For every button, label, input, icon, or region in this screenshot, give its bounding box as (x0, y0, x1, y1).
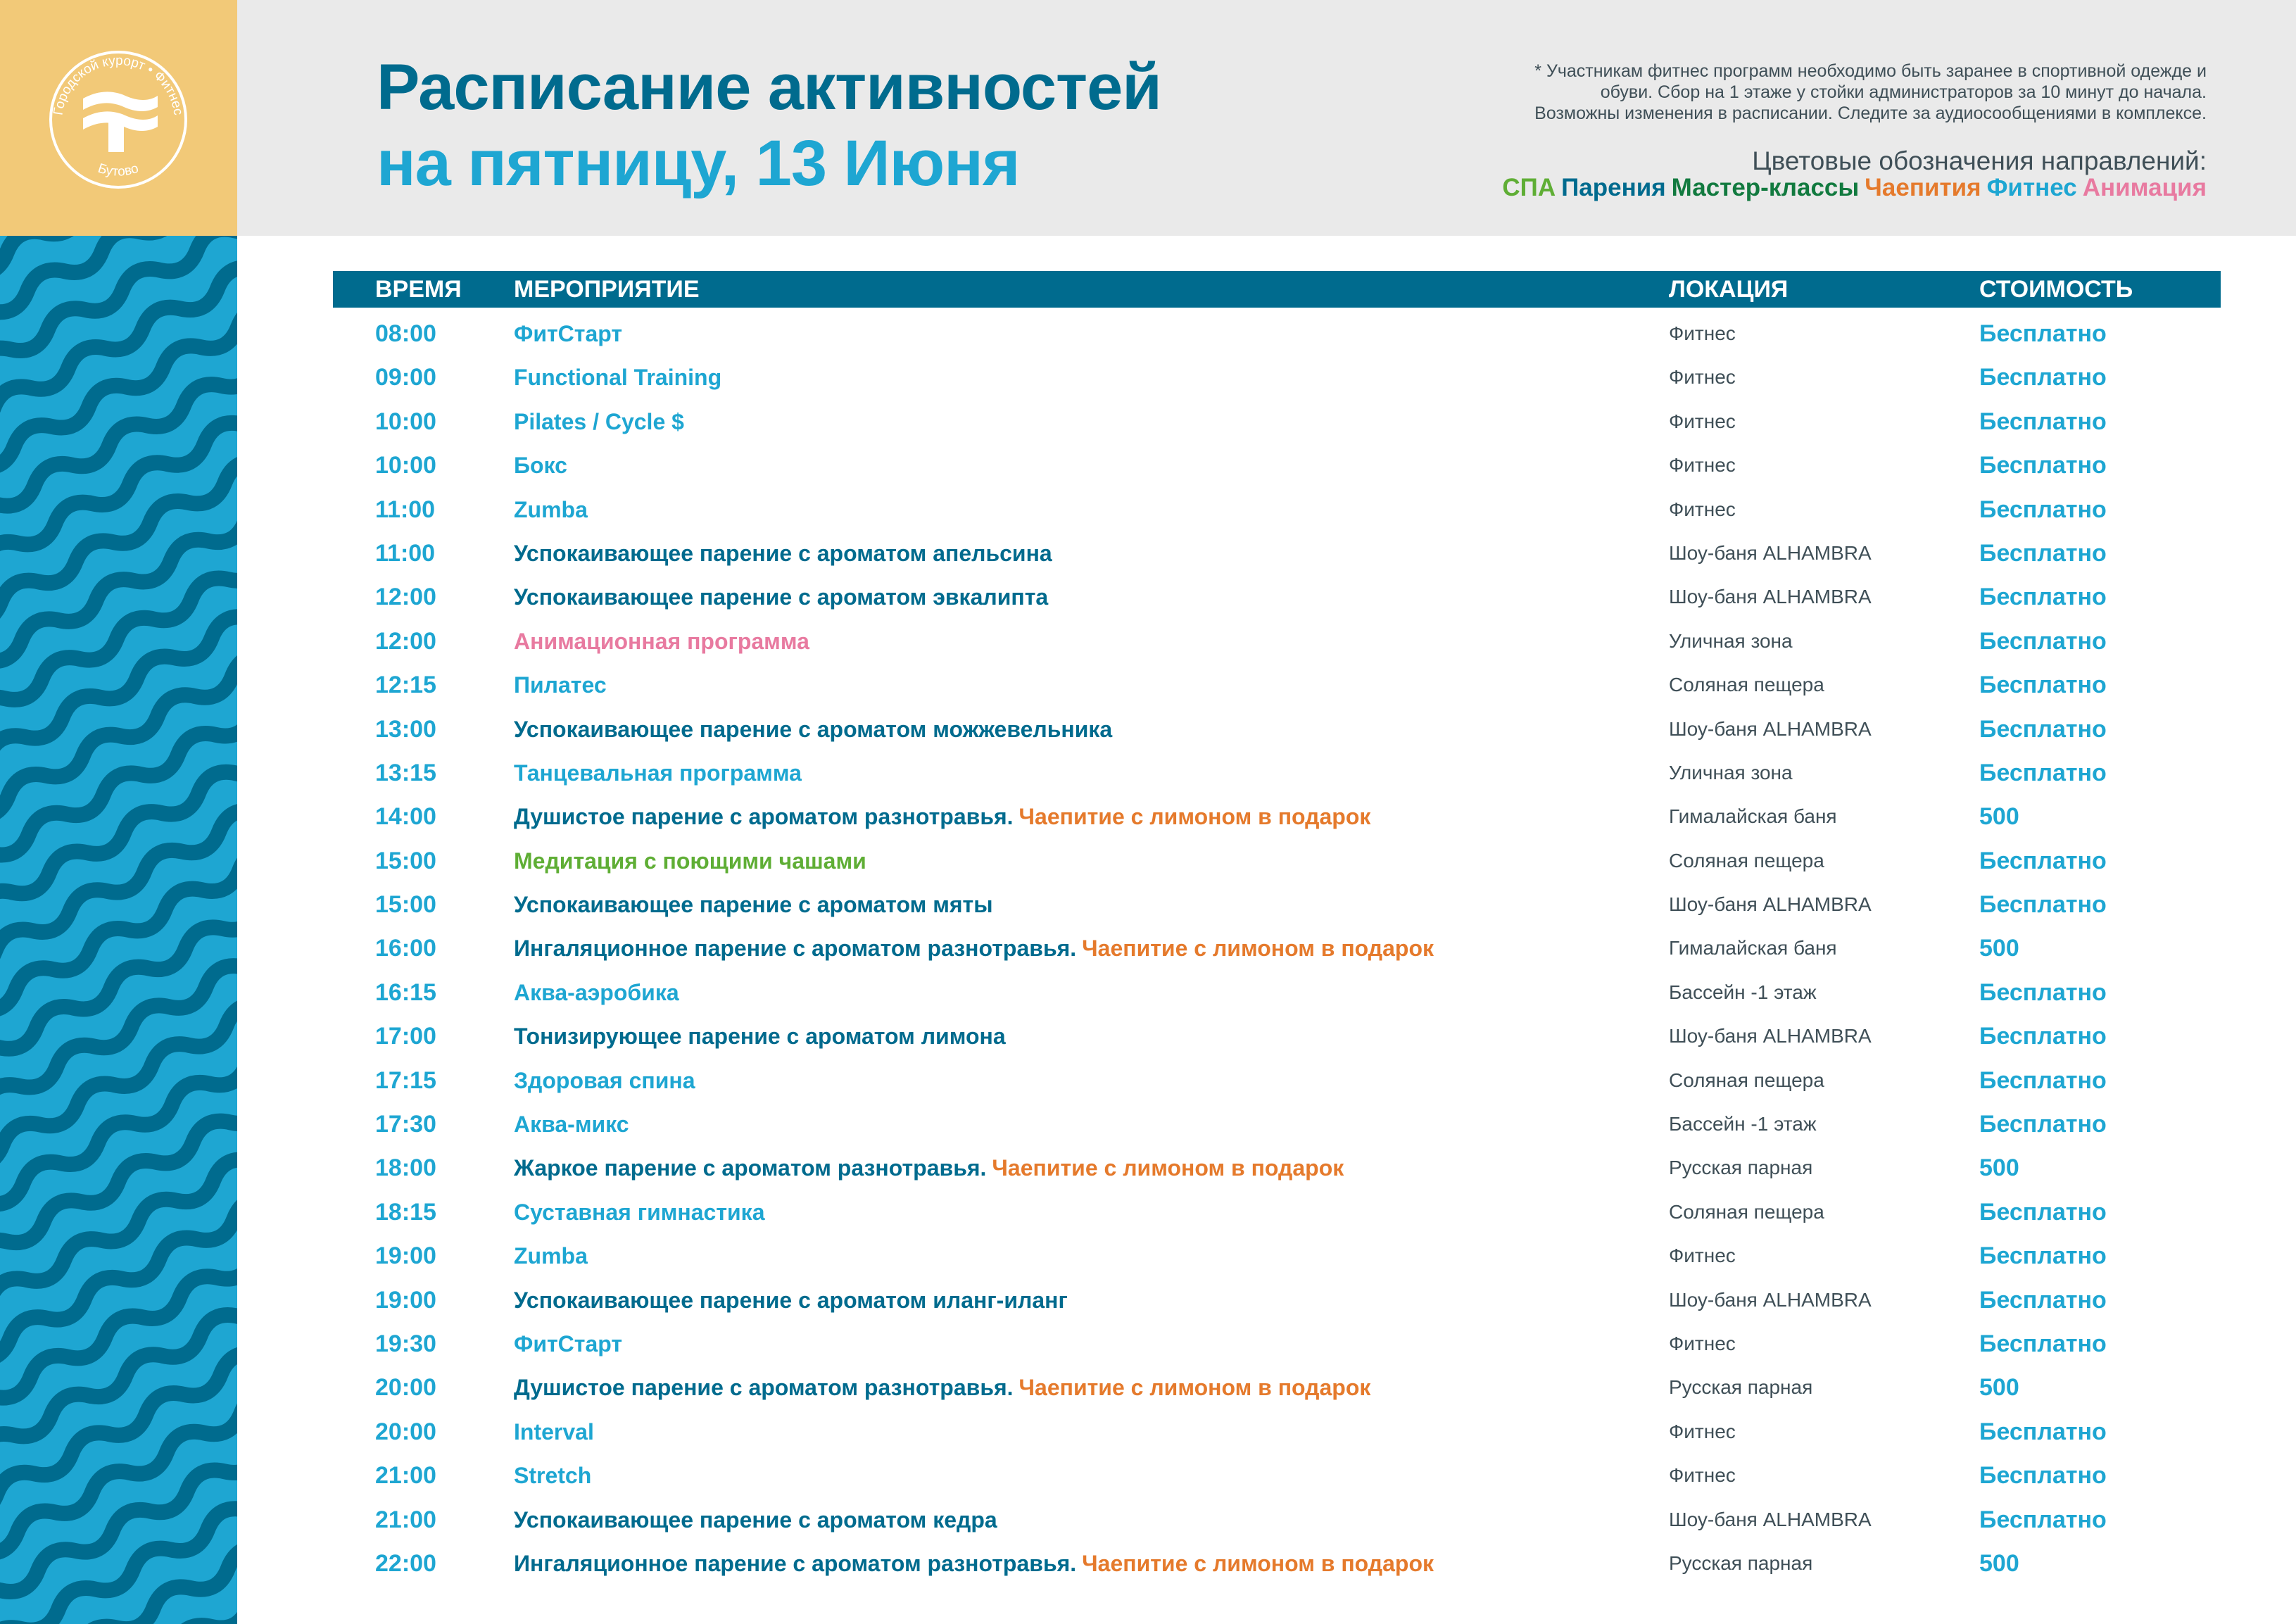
schedule-table-header (333, 271, 2221, 308)
table-row (0, 400, 2296, 443)
event-time: 13:15 (375, 759, 436, 786)
event-name: Суставная гимнастика (514, 1199, 765, 1225)
event-time: 09:00 (375, 364, 436, 391)
event-location: Гималайская баня (1669, 805, 1837, 828)
event-location: Шоу-баня ALHAMBRA (1669, 1288, 1872, 1311)
event-time: 08:00 (375, 320, 436, 347)
event-name: Успокаивающее парение с ароматом эвкалипта (514, 584, 1049, 610)
event-cell (514, 531, 1052, 575)
event-time: 19:00 (375, 1242, 436, 1270)
table-row (0, 1102, 2296, 1146)
legend-item: Чаепития (1865, 174, 1981, 201)
event-time: 21:00 (375, 1506, 436, 1533)
event-price: Бесплатно (1979, 891, 2107, 919)
event-price: Бесплатно (1979, 1286, 2107, 1314)
event-cell (514, 839, 866, 883)
column-header-location: ЛОКАЦИЯ (1669, 276, 1789, 303)
event-price: Бесплатно (1979, 452, 2107, 479)
event-time: 15:00 (375, 891, 436, 919)
table-row (0, 926, 2296, 970)
event-cell (514, 575, 1048, 619)
event-price: Бесплатно (1979, 672, 2107, 699)
event-price: Бесплатно (1979, 539, 2107, 567)
event-time: 17:30 (375, 1111, 436, 1138)
event-cell (514, 355, 721, 399)
table-row (0, 1014, 2296, 1058)
event-cell (514, 663, 607, 707)
tea-gift-note: Чаепитие с лимоном в подарок (992, 1155, 1344, 1181)
event-time: 20:00 (375, 1418, 436, 1445)
notice-line: Возможны изменения в расписании. Следите за аудиосообщениями в комплексе. (1534, 103, 2207, 123)
event-location: Шоу-баня ALHAMBRA (1669, 586, 1872, 608)
event-location: Шоу-баня ALHAMBRA (1669, 1025, 1872, 1047)
table-row (0, 1278, 2296, 1322)
event-time: 18:00 (375, 1154, 436, 1182)
event-price: 500 (1979, 1154, 2019, 1182)
event-name: ФитСтарт (514, 321, 623, 346)
title-line-1: Расписание активностей (377, 51, 1161, 123)
event-location: Гималайская баня (1669, 937, 1837, 959)
event-location: Уличная зона (1669, 629, 1793, 652)
event-cell (514, 1190, 764, 1234)
event-location: Бассейн -1 этаж (1669, 981, 1817, 1003)
color-legend (1496, 172, 2207, 203)
logo-ring-text-bottom: Бутово (96, 160, 141, 180)
event-location: Фитнес (1669, 366, 1736, 389)
table-row (0, 1322, 2296, 1366)
table-row (0, 1146, 2296, 1190)
event-name: Успокаивающее парение с ароматом кедра (514, 1506, 997, 1532)
event-price: Бесплатно (1979, 1242, 2107, 1270)
event-time: 19:00 (375, 1286, 436, 1314)
notice-line: * Участникам фитнес программ необходимо быть заранее в спортивной одежде и (1534, 61, 2207, 81)
event-time: 12:00 (375, 584, 436, 611)
event-price: Бесплатно (1979, 627, 2107, 655)
event-price: Бесплатно (1979, 1506, 2107, 1533)
event-price: Бесплатно (1979, 847, 2107, 874)
event-name: Ингаляционное парение с ароматом разнотравья. (514, 1550, 1077, 1576)
column-header-price: СТОИМОСТЬ (1979, 276, 2133, 303)
event-location: Шоу-баня ALHAMBRA (1669, 1508, 1872, 1530)
event-location: Фитнес (1669, 1332, 1736, 1354)
svg-text:Бутово (96, 161, 141, 180)
event-time: 16:00 (375, 935, 436, 962)
event-name: Stretch (514, 1463, 592, 1489)
event-name: Бокс (514, 453, 567, 479)
event-cell (514, 1498, 997, 1542)
legend-item: Анимация (2082, 174, 2207, 201)
event-location: Фитнес (1669, 1245, 1736, 1267)
event-price: Бесплатно (1979, 759, 2107, 786)
table-row (0, 1410, 2296, 1454)
event-price: Бесплатно (1979, 715, 2107, 743)
table-row (0, 663, 2296, 707)
event-cell (514, 1454, 591, 1497)
event-price: Бесплатно (1979, 320, 2107, 347)
event-cell (514, 1322, 622, 1366)
column-header-event: МЕРОПРИЯТИЕ (514, 276, 700, 303)
table-row (0, 883, 2296, 926)
event-time: 10:00 (375, 408, 436, 435)
participants-notice (1292, 61, 2207, 124)
table-row (0, 355, 2296, 399)
event-location: Фитнес (1669, 1420, 1736, 1442)
event-name: Тонизирующее парение с ароматом лимона (514, 1024, 1006, 1050)
event-name: Pilates / Cycle $ (514, 408, 684, 434)
event-location: Фитнес (1669, 1464, 1736, 1487)
event-price: 500 (1979, 1549, 2019, 1577)
table-row (0, 751, 2296, 795)
table-row (0, 531, 2296, 575)
event-cell (514, 751, 802, 795)
event-name: Zumba (514, 496, 588, 522)
page-title (377, 49, 1161, 201)
event-location: Русская парная (1669, 1157, 1813, 1179)
table-row (0, 1454, 2296, 1497)
schedule-table-body (0, 312, 2296, 1585)
event-time: 19:30 (375, 1330, 436, 1357)
event-cell (514, 971, 679, 1014)
table-row (0, 1234, 2296, 1278)
title-line-2: на пятницу, 13 Июня (377, 127, 1020, 199)
event-location: Шоу-баня ALHAMBRA (1669, 893, 1872, 916)
table-row (0, 1542, 2296, 1585)
event-time: 11:00 (375, 539, 436, 567)
table-row (0, 839, 2296, 883)
event-name: Пилатес (514, 672, 607, 698)
event-name: Анимационная программа (514, 628, 809, 654)
tea-gift-note: Чаепитие с лимоном в подарок (1082, 1550, 1434, 1576)
table-row (0, 795, 2296, 838)
event-price: Бесплатно (1979, 1330, 2107, 1357)
event-price: Бесплатно (1979, 496, 2107, 523)
event-price: Бесплатно (1979, 584, 2107, 611)
event-time: 20:00 (375, 1374, 436, 1402)
event-time: 12:15 (375, 672, 436, 699)
event-cell (514, 1102, 629, 1146)
event-name: Аква-аэробика (514, 979, 679, 1005)
event-time: 18:15 (375, 1198, 436, 1226)
event-name: Interval (514, 1418, 594, 1444)
event-cell (514, 1366, 1370, 1409)
event-location: Фитнес (1669, 454, 1736, 477)
event-cell (514, 1059, 695, 1102)
logo-ring-text-top: Городской курорт • Фитнес (51, 53, 186, 117)
event-cell (514, 795, 1370, 838)
table-row (0, 1059, 2296, 1102)
event-price: Бесплатно (1979, 364, 2107, 391)
legend-title: Цветовые обозначения направлений: (1752, 146, 2207, 175)
event-cell (514, 400, 684, 443)
event-cell (514, 1146, 1344, 1190)
event-cell (514, 1278, 1068, 1322)
event-cell (514, 883, 993, 926)
table-row (0, 971, 2296, 1014)
event-cell (514, 926, 1434, 970)
event-location: Русская парная (1669, 1551, 1813, 1574)
event-name: Успокаивающее парение с ароматом иланг-иланг (514, 1287, 1068, 1313)
event-time: 17:00 (375, 1023, 436, 1050)
event-time: 17:15 (375, 1066, 436, 1094)
event-time: 13:00 (375, 715, 436, 743)
event-cell (514, 312, 622, 355)
event-time: 14:00 (375, 803, 436, 831)
event-location: Соляная пещера (1669, 674, 1824, 696)
event-location: Русская парная (1669, 1376, 1813, 1399)
svg-text:Городской курорт • Фитнес (51, 53, 185, 116)
event-cell (514, 619, 809, 663)
event-name: Успокаивающее парение с ароматом мяты (514, 892, 993, 918)
event-name: Здоровая спина (514, 1067, 695, 1093)
event-time: 11:00 (375, 496, 436, 523)
event-location: Соляная пещера (1669, 849, 1824, 871)
event-time: 21:00 (375, 1462, 436, 1490)
event-time: 22:00 (375, 1549, 436, 1577)
table-row (0, 488, 2296, 531)
event-price: Бесплатно (1979, 1198, 2107, 1226)
tea-gift-note: Чаепитие с лимоном в подарок (1018, 1375, 1371, 1401)
event-location: Шоу-баня ALHAMBRA (1669, 541, 1872, 564)
event-cell (514, 707, 1112, 751)
event-price: 500 (1979, 935, 2019, 962)
tea-gift-note: Чаепитие с лимоном в подарок (1082, 936, 1434, 962)
event-name: ФитСтарт (514, 1330, 623, 1357)
event-name: Аква-микс (514, 1112, 629, 1138)
event-price: 500 (1979, 803, 2019, 831)
table-row (0, 619, 2296, 663)
tea-gift-note: Чаепитие с лимоном в подарок (1018, 804, 1371, 830)
table-row (0, 575, 2296, 619)
event-location: Фитнес (1669, 322, 1736, 344)
event-name: Functional Training (514, 365, 722, 391)
event-location: Соляная пещера (1669, 1200, 1824, 1223)
event-time: 16:15 (375, 978, 436, 1006)
legend-item: Парения (1561, 174, 1666, 201)
event-name: Душистое парение с ароматом разнотравья. (514, 804, 1014, 830)
event-price: 500 (1979, 1374, 2019, 1402)
event-time: 15:00 (375, 847, 436, 874)
event-name: Успокаивающее парение с ароматом апельсина (514, 540, 1052, 566)
event-price: Бесплатно (1979, 1418, 2107, 1445)
resort-logo-icon (0, 0, 237, 236)
event-cell (514, 488, 588, 531)
event-cell (514, 1234, 588, 1278)
event-price: Бесплатно (1979, 978, 2107, 1006)
table-row (0, 1498, 2296, 1542)
table-row (0, 707, 2296, 751)
event-location: Шоу-баня ALHAMBRA (1669, 717, 1872, 740)
legend-item: Мастер-классы (1671, 174, 1860, 201)
event-location: Фитнес (1669, 498, 1736, 520)
event-name: Танцевальная программа (514, 760, 802, 786)
notice-line: обуви. Сбор на 1 этаже у стойки администраторов за 10 минут до начала. (1600, 82, 2207, 102)
event-time: 10:00 (375, 452, 436, 479)
event-price: Бесплатно (1979, 1023, 2107, 1050)
event-location: Уличная зона (1669, 761, 1793, 783)
event-name: Душистое парение с ароматом разнотравья. (514, 1375, 1014, 1401)
table-row (0, 1190, 2296, 1234)
event-name: Ингаляционное парение с ароматом разнотравья. (514, 936, 1077, 962)
legend-item: Фитнес (1986, 174, 2077, 201)
table-row (0, 443, 2296, 487)
event-price: Бесплатно (1979, 1462, 2107, 1490)
event-cell (514, 443, 567, 487)
event-time: 12:00 (375, 627, 436, 655)
table-row (0, 312, 2296, 355)
event-location: Фитнес (1669, 410, 1736, 432)
event-cell (514, 1410, 594, 1454)
event-location: Соляная пещера (1669, 1069, 1824, 1091)
event-price: Бесплатно (1979, 1111, 2107, 1138)
legend-item: СПА (1502, 174, 1556, 201)
event-location: Бассейн -1 этаж (1669, 1113, 1817, 1135)
event-name: Zumba (514, 1243, 588, 1269)
event-cell (514, 1014, 1006, 1058)
column-header-time: ВРЕМЯ (375, 276, 462, 303)
event-name: Медитация с поющими чашами (514, 848, 866, 874)
event-price: Бесплатно (1979, 1066, 2107, 1094)
event-price: Бесплатно (1979, 408, 2107, 435)
event-name: Успокаивающее парение с ароматом можжевельника (514, 716, 1113, 742)
table-row (0, 1366, 2296, 1409)
event-cell (514, 1542, 1434, 1585)
event-name: Жаркое парение с ароматом разнотравья. (514, 1155, 987, 1181)
logo (0, 0, 237, 236)
